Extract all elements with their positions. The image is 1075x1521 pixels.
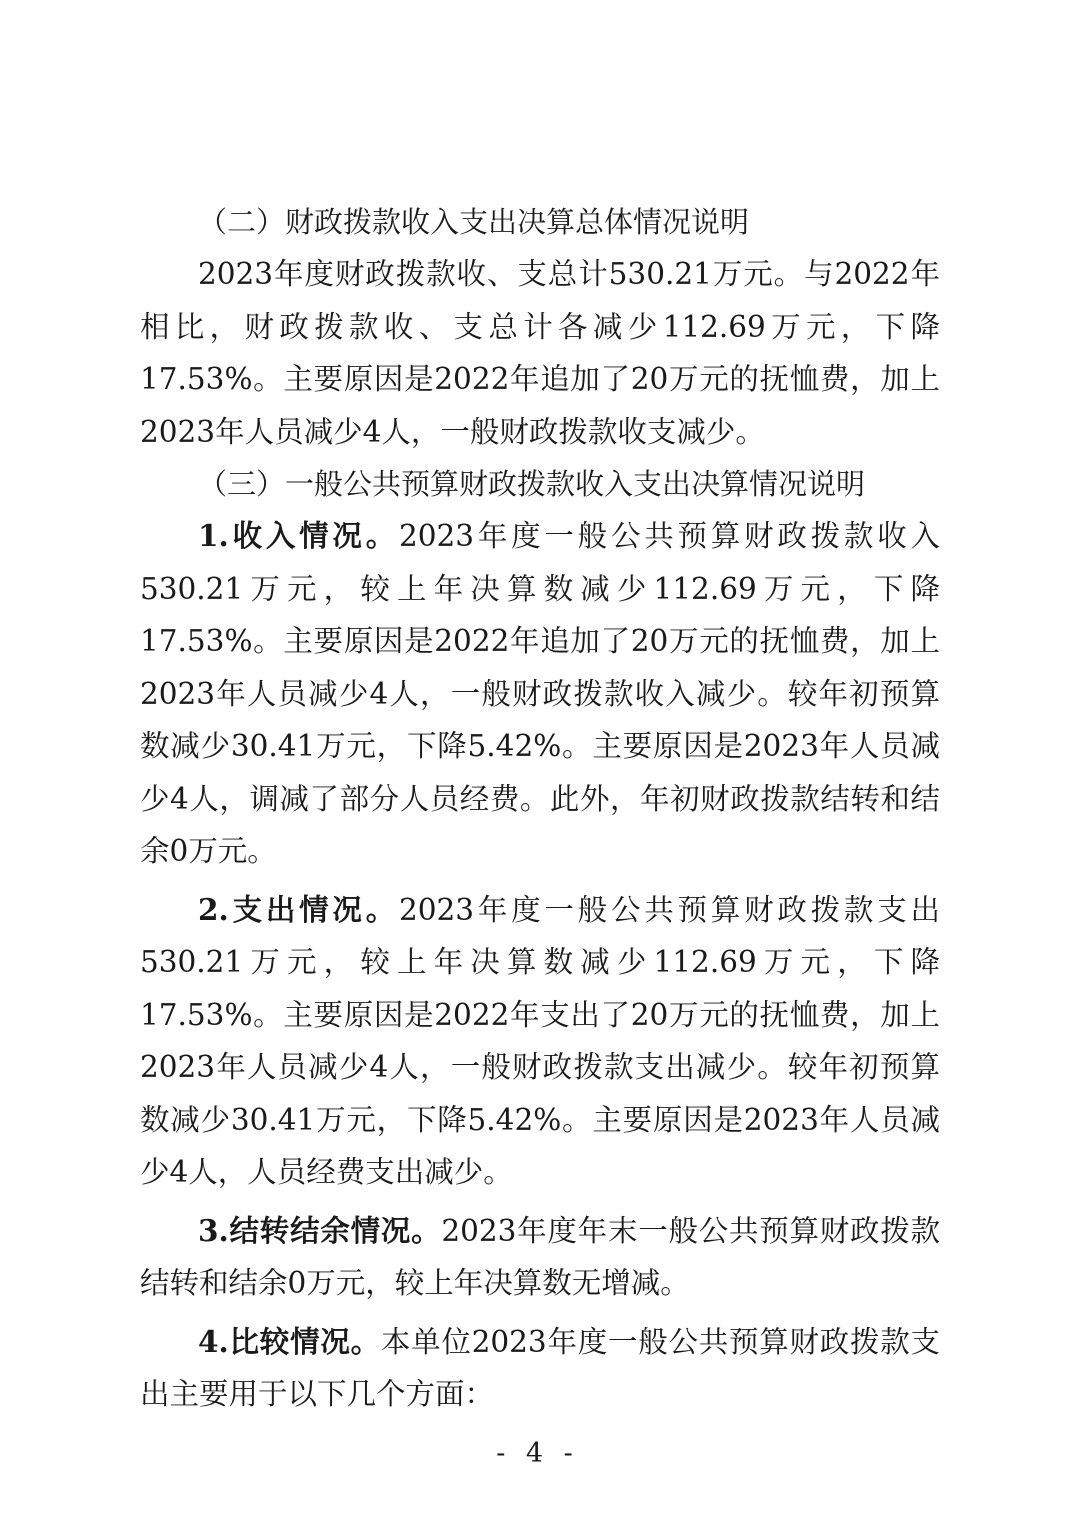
carryover-title: 3.结转结余情况。 bbox=[198, 1212, 442, 1248]
carryover-body: 2023年度年末一般公共预算财政拨款结转和结余0万元，较上年决算数无增减。 bbox=[140, 1213, 940, 1300]
income-paragraph bbox=[140, 510, 940, 878]
comparison-paragraph bbox=[140, 1316, 940, 1421]
expenditure-body: 2023年度一般公共预算财政拨款支出530.21万元，较上年决算数减少112.69万元，下降17.53%。主要原因是2022年支出了20万元的抚恤费，加上2023年人员减少4人，一般财政拨款支出减少。较年初预算数减少30.41万元，下降5.42%。主要原因是2023年人员减少4人，人员经费支出减少。 bbox=[140, 892, 940, 1189]
carryover-paragraph bbox=[140, 1205, 940, 1310]
income-body: 2023年度一般公共预算财政拨款收入530.21万元，较上年决算数减少112.69万元，下降17.53%。主要原因是2022年追加了20万元的抚恤费，加上2023年人员减少4人，一般财政拨款收入减少。较年初预算数减少30.41万元，下降5.42%。主要原因是2023年人员减少4人，调减了部分人员经费。此外，年初财政拨款结转和结余0万元。 bbox=[140, 519, 940, 868]
comparison-title: 4.比较情况。 bbox=[198, 1323, 381, 1359]
section-3-heading: （三）一般公共预算财政拨款收入支出决算情况说明 bbox=[198, 467, 866, 501]
expenditure-paragraph bbox=[140, 884, 940, 1199]
page-number: - 4 - bbox=[496, 1438, 579, 1469]
document-body bbox=[140, 196, 940, 1421]
section-2-heading: （二）财政拨款收入支出决算总体情况说明 bbox=[198, 205, 750, 239]
expenditure-title: 2.支出情况。 bbox=[198, 891, 399, 927]
comparison-body: 本单位2023年度一般公共预算财政拨款支出主要用于以下几个方面： bbox=[140, 1324, 941, 1411]
section-2-paragraph: 2023年度财政拨款收、支总计530.21万元。与2022年相比，财政拨款收、支总计各减少112.69万元，下降17.53%。主要原因是2022年追加了20万元的抚恤费，加上2023年人员减少4人，一般财政拨款收支减少。 bbox=[140, 257, 940, 449]
income-title: 1.收入情况。 bbox=[198, 518, 399, 553]
